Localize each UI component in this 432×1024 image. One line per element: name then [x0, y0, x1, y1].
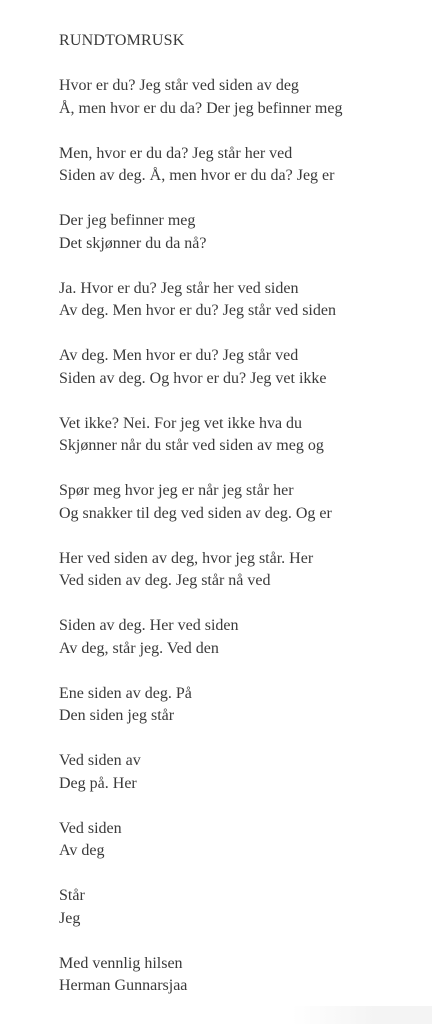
- stanza: [59, 278, 424, 323]
- poem-line: Av deg. Men hvor er du? Jeg står ved siden: [59, 302, 336, 319]
- poem-line: Deg på. Her: [59, 774, 137, 792]
- poem-line: Der jeg befinner meg: [59, 212, 196, 229]
- poem-line: Siden av deg. Å, men hvor er du da? Jeg er: [59, 167, 335, 184]
- stanza: [59, 413, 424, 458]
- poem-line: Å, men hvor er du da? Der jeg befinner meg: [59, 99, 343, 117]
- poem-line: Av deg, står jeg. Ved den: [59, 639, 219, 657]
- poem-title: RUNDTOMRUSK: [59, 32, 185, 49]
- poem-line: Den siden jeg står: [59, 707, 175, 724]
- stanza: [59, 75, 424, 120]
- poem-line: Herman Gunnarsjaa: [59, 977, 188, 994]
- poem-line: Her ved siden av deg, hvor jeg står. Her: [59, 549, 314, 567]
- poem-line: Av deg. Men hvor er du? Jeg står ved: [59, 347, 299, 364]
- poem-line: Siden av deg. Og hvor er du? Jeg vet ikke: [59, 369, 327, 387]
- page-corner-shadow: [292, 1006, 432, 1024]
- poem-line: Ja. Hvor er du? Jeg står her ved siden: [59, 279, 299, 297]
- poem-line: Men, hvor er du da? Jeg står her ved: [59, 144, 293, 162]
- poem-line: Ved siden av deg. Jeg står nå ved: [59, 572, 271, 589]
- poem-line: Spør meg hvor jeg er når jeg står her: [59, 482, 294, 499]
- poem-line: Ene siden av deg. På: [59, 684, 192, 702]
- poem-line: Skjønner når du står ved siden av meg og: [59, 437, 324, 454]
- poem-line: Ved siden: [59, 819, 122, 837]
- poem-line: Siden av deg. Her ved siden: [59, 617, 239, 634]
- stanza: [59, 210, 424, 255]
- stanza: [59, 683, 424, 728]
- stanza: [59, 480, 424, 525]
- stanza: [59, 615, 424, 660]
- stanza: [59, 885, 424, 930]
- stanza: [59, 750, 424, 795]
- stanza: [59, 953, 424, 998]
- poem-line: Vet ikke? Nei. For jeg vet ikke hva du: [59, 414, 303, 432]
- stanza: [59, 818, 424, 863]
- poem: [59, 30, 424, 1020]
- stanza: [59, 143, 424, 188]
- poem-line: Med vennlig hilsen: [59, 954, 183, 972]
- poem-line: Står: [59, 887, 85, 904]
- poem-line: Jeg: [59, 909, 81, 927]
- stanza: [59, 345, 424, 390]
- poem-line: Av deg: [59, 842, 105, 859]
- poem-line: Det skjønner du da nå?: [59, 234, 207, 252]
- poem-line: Hvor er du? Jeg står ved siden av deg: [59, 77, 299, 94]
- poem-line: Og snakker til deg ved siden av deg. Og er: [59, 504, 332, 522]
- stanza-list: [59, 75, 424, 998]
- stanza: [59, 548, 424, 593]
- poem-line: Ved siden av: [59, 752, 141, 769]
